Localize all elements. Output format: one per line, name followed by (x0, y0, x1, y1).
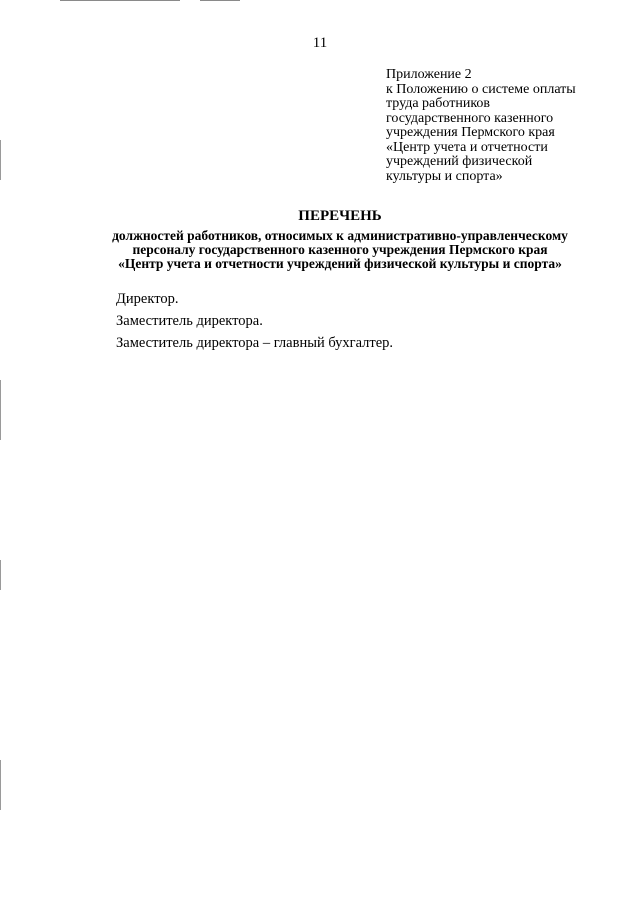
scan-artifact-edge (0, 560, 1, 590)
appendix-line: Приложение 2 (386, 67, 472, 82)
appendix-line: к Положению о системе оплаты (386, 81, 576, 97)
subtitle-line: должностей работников, относимых к административно-управленческому (112, 228, 568, 243)
scan-artifact-top (200, 0, 240, 1)
appendix-line: учреждения Пермского края (386, 125, 555, 140)
subtitle-line: «Центр учета и отчетности учреждений физической культуры и спорта» (118, 256, 562, 271)
position-item: Заместитель директора. (116, 313, 263, 329)
appendix-line: культуры и спорта» (386, 168, 503, 184)
page-number: 11 (312, 35, 328, 51)
scan-artifact-edge (0, 760, 1, 810)
positions-list (116, 288, 596, 354)
appendix-note (386, 68, 626, 184)
appendix-line: труда работников (386, 96, 491, 111)
scan-artifact-edge (0, 140, 1, 180)
document-title: ПЕРЕЧЕНЬ (298, 208, 382, 224)
scan-artifact-edge (0, 380, 1, 440)
appendix-line: «Центр учета и отчетности (386, 139, 548, 155)
position-item: Директор. (116, 291, 179, 307)
subtitle-line: персоналу государственного казенного учреждения Пермского края (132, 242, 548, 257)
scan-artifact-top (60, 0, 180, 1)
position-item: Заместитель директора – главный бухгалтер. (116, 335, 394, 351)
document-subtitle (70, 229, 610, 271)
appendix-line: государственного казенного (386, 110, 554, 126)
appendix-line: учреждений физической (386, 154, 533, 169)
